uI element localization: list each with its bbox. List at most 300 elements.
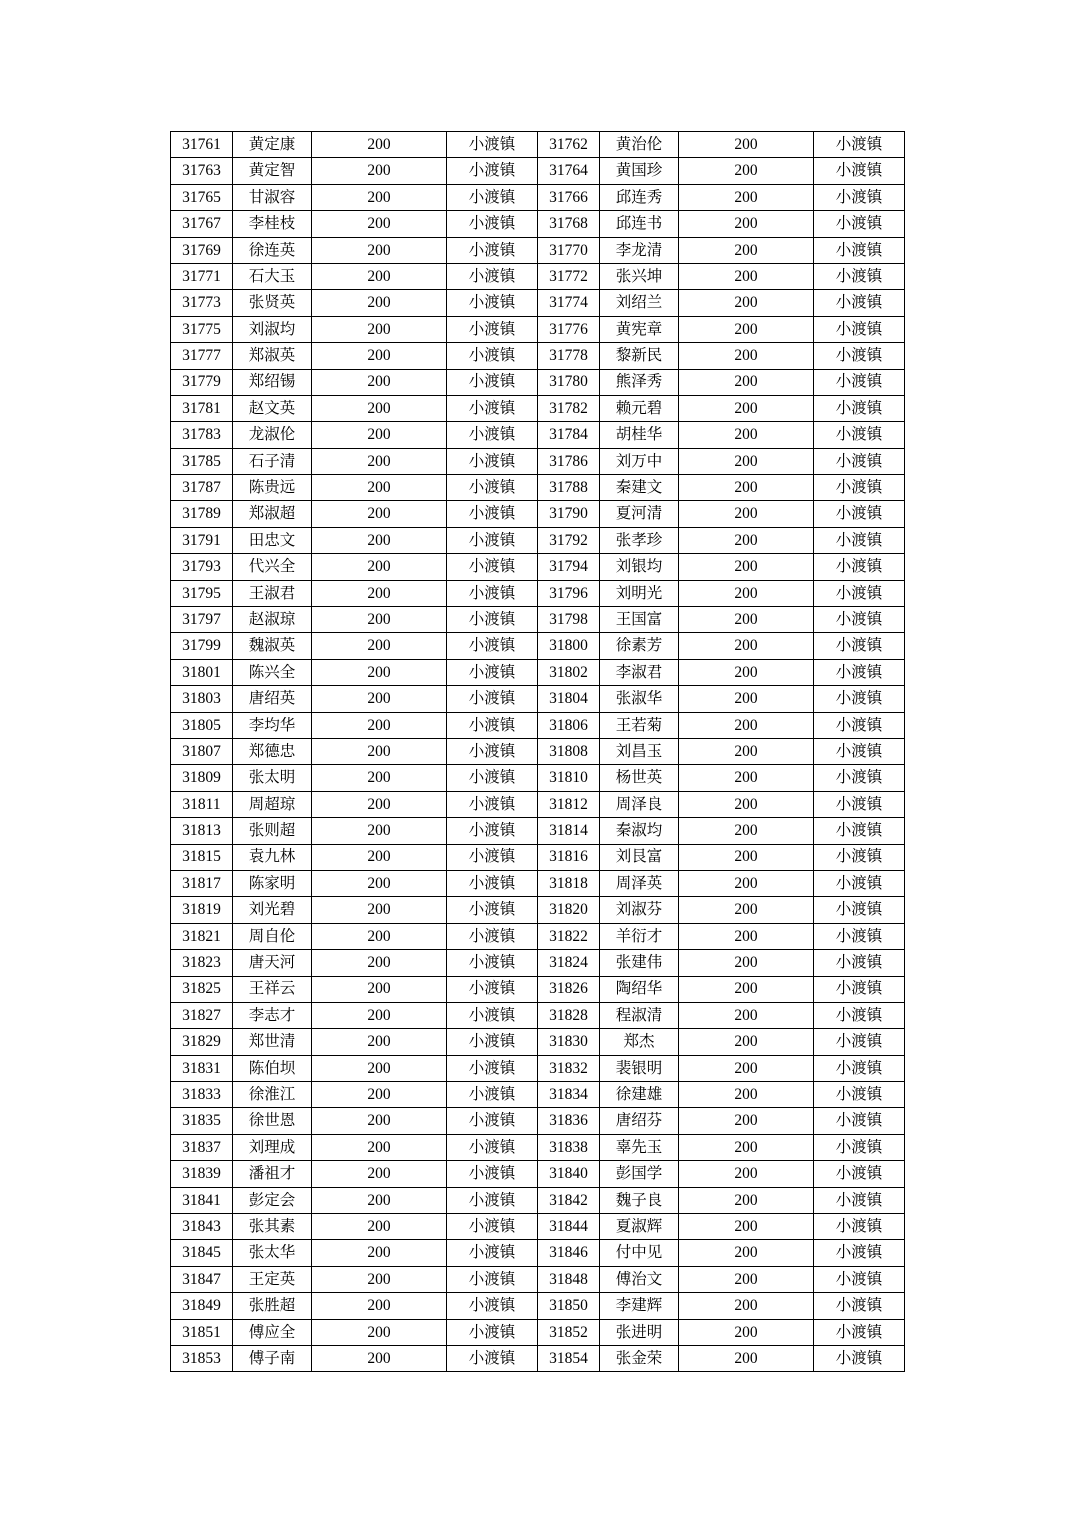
cell-town: 小渡镇 — [814, 1029, 905, 1055]
cell-amount: 200 — [679, 263, 814, 289]
cell-amount: 200 — [312, 1082, 447, 1108]
cell-name: 唐绍芬 — [600, 1108, 679, 1134]
table-row — [171, 527, 905, 553]
cell-name: 徐素芳 — [600, 633, 679, 659]
table-row — [171, 1319, 905, 1345]
cell-id: 31825 — [171, 976, 233, 1002]
cell-name: 刘万中 — [600, 448, 679, 474]
table-row — [171, 1134, 905, 1160]
cell-id: 31770 — [538, 237, 600, 263]
cell-town: 小渡镇 — [447, 1319, 538, 1345]
cell-amount: 200 — [679, 132, 814, 158]
table-body — [171, 132, 905, 1372]
cell-town: 小渡镇 — [814, 791, 905, 817]
cell-id: 31762 — [538, 132, 600, 158]
cell-town: 小渡镇 — [814, 580, 905, 606]
cell-id: 31834 — [538, 1082, 600, 1108]
cell-amount: 200 — [312, 501, 447, 527]
cell-name: 刘绍兰 — [600, 290, 679, 316]
cell-amount: 200 — [679, 1055, 814, 1081]
table-row — [171, 897, 905, 923]
cell-amount: 200 — [679, 1029, 814, 1055]
cell-amount: 200 — [679, 844, 814, 870]
cell-amount: 200 — [312, 686, 447, 712]
cell-town: 小渡镇 — [814, 290, 905, 316]
cell-amount: 200 — [312, 263, 447, 289]
cell-name: 陈贵远 — [233, 475, 312, 501]
cell-amount: 200 — [679, 1214, 814, 1240]
cell-town: 小渡镇 — [447, 1029, 538, 1055]
cell-town: 小渡镇 — [447, 1108, 538, 1134]
cell-town: 小渡镇 — [814, 976, 905, 1002]
cell-id: 31775 — [171, 316, 233, 342]
cell-town: 小渡镇 — [814, 527, 905, 553]
cell-name: 张太华 — [233, 1240, 312, 1266]
cell-amount: 200 — [679, 1187, 814, 1213]
cell-name: 杨世英 — [600, 765, 679, 791]
cell-id: 31838 — [538, 1134, 600, 1160]
cell-amount: 200 — [679, 343, 814, 369]
table-row — [171, 659, 905, 685]
cell-id: 31851 — [171, 1319, 233, 1345]
cell-town: 小渡镇 — [814, 1214, 905, 1240]
cell-amount: 200 — [679, 422, 814, 448]
cell-amount: 200 — [679, 527, 814, 553]
cell-name: 夏河清 — [600, 501, 679, 527]
cell-name: 张贤英 — [233, 290, 312, 316]
cell-name: 唐天河 — [233, 950, 312, 976]
cell-id: 31765 — [171, 184, 233, 210]
cell-id: 31783 — [171, 422, 233, 448]
cell-name: 邱连书 — [600, 211, 679, 237]
table-row — [171, 607, 905, 633]
cell-name: 田忠文 — [233, 527, 312, 553]
cell-amount: 200 — [679, 686, 814, 712]
cell-town: 小渡镇 — [447, 1134, 538, 1160]
cell-name: 张太明 — [233, 765, 312, 791]
cell-amount: 200 — [679, 475, 814, 501]
cell-town: 小渡镇 — [447, 633, 538, 659]
cell-id: 31841 — [171, 1187, 233, 1213]
cell-amount: 200 — [679, 607, 814, 633]
table-row — [171, 448, 905, 474]
cell-id: 31811 — [171, 791, 233, 817]
cell-id: 31840 — [538, 1161, 600, 1187]
cell-amount: 200 — [312, 580, 447, 606]
cell-id: 31767 — [171, 211, 233, 237]
cell-town: 小渡镇 — [814, 1266, 905, 1292]
cell-amount: 200 — [312, 818, 447, 844]
table-row — [171, 554, 905, 580]
cell-town: 小渡镇 — [814, 1319, 905, 1345]
cell-name: 陈家明 — [233, 870, 312, 896]
cell-amount: 200 — [312, 950, 447, 976]
cell-id: 31779 — [171, 369, 233, 395]
cell-id: 31850 — [538, 1293, 600, 1319]
cell-town: 小渡镇 — [447, 897, 538, 923]
cell-id: 31774 — [538, 290, 600, 316]
cell-name: 甘淑容 — [233, 184, 312, 210]
cell-amount: 200 — [312, 1002, 447, 1028]
cell-name: 石大玉 — [233, 263, 312, 289]
cell-town: 小渡镇 — [814, 712, 905, 738]
cell-town: 小渡镇 — [447, 1214, 538, 1240]
cell-id: 31796 — [538, 580, 600, 606]
cell-name: 李龙清 — [600, 237, 679, 263]
cell-id: 31806 — [538, 712, 600, 738]
cell-name: 王淑君 — [233, 580, 312, 606]
table-row — [171, 712, 905, 738]
cell-amount: 200 — [312, 712, 447, 738]
cell-id: 31824 — [538, 950, 600, 976]
cell-amount: 200 — [312, 844, 447, 870]
cell-amount: 200 — [312, 369, 447, 395]
cell-amount: 200 — [679, 818, 814, 844]
cell-id: 31852 — [538, 1319, 600, 1345]
table-row — [171, 580, 905, 606]
cell-id: 31785 — [171, 448, 233, 474]
table-row — [171, 1240, 905, 1266]
table-row — [171, 158, 905, 184]
cell-name: 付中见 — [600, 1240, 679, 1266]
cell-town: 小渡镇 — [447, 158, 538, 184]
cell-id: 31819 — [171, 897, 233, 923]
cell-name: 郑绍锡 — [233, 369, 312, 395]
cell-amount: 200 — [679, 501, 814, 527]
cell-town: 小渡镇 — [814, 1134, 905, 1160]
cell-amount: 200 — [679, 184, 814, 210]
cell-town: 小渡镇 — [447, 422, 538, 448]
cell-name: 张其素 — [233, 1214, 312, 1240]
cell-id: 31766 — [538, 184, 600, 210]
cell-amount: 200 — [312, 765, 447, 791]
cell-name: 彭国学 — [600, 1161, 679, 1187]
cell-town: 小渡镇 — [814, 870, 905, 896]
cell-town: 小渡镇 — [447, 1161, 538, 1187]
cell-amount: 200 — [679, 1161, 814, 1187]
cell-name: 刘淑芬 — [600, 897, 679, 923]
cell-name: 张金荣 — [600, 1345, 679, 1371]
table-row — [171, 844, 905, 870]
cell-id: 31792 — [538, 527, 600, 553]
cell-town: 小渡镇 — [447, 237, 538, 263]
cell-id: 31780 — [538, 369, 600, 395]
cell-id: 31829 — [171, 1029, 233, 1055]
cell-id: 31854 — [538, 1345, 600, 1371]
cell-town: 小渡镇 — [447, 343, 538, 369]
table-row — [171, 132, 905, 158]
cell-amount: 200 — [679, 1108, 814, 1134]
cell-amount: 200 — [679, 580, 814, 606]
cell-name: 张则超 — [233, 818, 312, 844]
cell-town: 小渡镇 — [447, 607, 538, 633]
cell-id: 31802 — [538, 659, 600, 685]
cell-name: 李志才 — [233, 1002, 312, 1028]
cell-amount: 200 — [679, 158, 814, 184]
cell-name: 熊泽秀 — [600, 369, 679, 395]
cell-amount: 200 — [679, 791, 814, 817]
cell-amount: 200 — [312, 1293, 447, 1319]
cell-amount: 200 — [679, 211, 814, 237]
cell-amount: 200 — [679, 395, 814, 421]
cell-id: 31826 — [538, 976, 600, 1002]
cell-name: 王国富 — [600, 607, 679, 633]
cell-name: 胡桂华 — [600, 422, 679, 448]
cell-town: 小渡镇 — [814, 184, 905, 210]
cell-amount: 200 — [312, 1029, 447, 1055]
table-row — [171, 765, 905, 791]
cell-name: 郑德忠 — [233, 738, 312, 764]
cell-name: 周泽良 — [600, 791, 679, 817]
cell-id: 31769 — [171, 237, 233, 263]
table-row — [171, 633, 905, 659]
cell-town: 小渡镇 — [447, 1240, 538, 1266]
table-row — [171, 1266, 905, 1292]
cell-amount: 200 — [679, 870, 814, 896]
cell-town: 小渡镇 — [447, 844, 538, 870]
cell-amount: 200 — [312, 791, 447, 817]
table-row — [171, 184, 905, 210]
cell-name: 刘昌玉 — [600, 738, 679, 764]
cell-id: 31795 — [171, 580, 233, 606]
cell-id: 31789 — [171, 501, 233, 527]
cell-amount: 200 — [679, 659, 814, 685]
cell-amount: 200 — [312, 659, 447, 685]
cell-town: 小渡镇 — [447, 132, 538, 158]
cell-name: 王祥云 — [233, 976, 312, 1002]
cell-town: 小渡镇 — [447, 211, 538, 237]
cell-amount: 200 — [312, 237, 447, 263]
cell-town: 小渡镇 — [814, 501, 905, 527]
cell-id: 31835 — [171, 1108, 233, 1134]
cell-town: 小渡镇 — [447, 184, 538, 210]
cell-id: 31798 — [538, 607, 600, 633]
cell-amount: 200 — [312, 897, 447, 923]
cell-amount: 200 — [679, 1134, 814, 1160]
cell-name: 张进明 — [600, 1319, 679, 1345]
cell-amount: 200 — [312, 1214, 447, 1240]
cell-amount: 200 — [312, 1266, 447, 1292]
cell-id: 31816 — [538, 844, 600, 870]
cell-name: 王若菊 — [600, 712, 679, 738]
table-row — [171, 475, 905, 501]
cell-town: 小渡镇 — [814, 1240, 905, 1266]
cell-amount: 200 — [679, 448, 814, 474]
cell-amount: 200 — [312, 1319, 447, 1345]
cell-id: 31853 — [171, 1345, 233, 1371]
cell-amount: 200 — [679, 897, 814, 923]
cell-name: 赵淑琼 — [233, 607, 312, 633]
cell-town: 小渡镇 — [814, 395, 905, 421]
cell-name: 黄治伦 — [600, 132, 679, 158]
cell-id: 31831 — [171, 1055, 233, 1081]
cell-town: 小渡镇 — [814, 1108, 905, 1134]
table-row — [171, 1187, 905, 1213]
cell-id: 31818 — [538, 870, 600, 896]
cell-name: 傅子南 — [233, 1345, 312, 1371]
cell-id: 31837 — [171, 1134, 233, 1160]
cell-name: 秦淑均 — [600, 818, 679, 844]
cell-amount: 200 — [312, 607, 447, 633]
cell-name: 辜先玉 — [600, 1134, 679, 1160]
table-row — [171, 1293, 905, 1319]
cell-amount: 200 — [679, 950, 814, 976]
cell-id: 31782 — [538, 395, 600, 421]
cell-town: 小渡镇 — [814, 448, 905, 474]
cell-town: 小渡镇 — [814, 1187, 905, 1213]
cell-id: 31809 — [171, 765, 233, 791]
table-row — [171, 501, 905, 527]
cell-town: 小渡镇 — [447, 950, 538, 976]
cell-id: 31817 — [171, 870, 233, 896]
cell-name: 彭定会 — [233, 1187, 312, 1213]
cell-town: 小渡镇 — [447, 1266, 538, 1292]
cell-town: 小渡镇 — [447, 263, 538, 289]
cell-town: 小渡镇 — [447, 870, 538, 896]
cell-name: 刘理成 — [233, 1134, 312, 1160]
cell-town: 小渡镇 — [447, 369, 538, 395]
cell-amount: 200 — [679, 633, 814, 659]
cell-name: 傅治文 — [600, 1266, 679, 1292]
table-row — [171, 686, 905, 712]
table-row — [171, 1082, 905, 1108]
cell-name: 张兴坤 — [600, 263, 679, 289]
cell-name: 陶绍华 — [600, 976, 679, 1002]
cell-amount: 200 — [312, 738, 447, 764]
cell-town: 小渡镇 — [814, 1345, 905, 1371]
cell-town: 小渡镇 — [814, 475, 905, 501]
cell-town: 小渡镇 — [447, 475, 538, 501]
table-row — [171, 395, 905, 421]
cell-town: 小渡镇 — [447, 448, 538, 474]
cell-name: 程淑清 — [600, 1002, 679, 1028]
cell-town: 小渡镇 — [814, 923, 905, 949]
cell-amount: 200 — [679, 290, 814, 316]
cell-id: 31799 — [171, 633, 233, 659]
table-row — [171, 1214, 905, 1240]
cell-name: 邱连秀 — [600, 184, 679, 210]
cell-id: 31827 — [171, 1002, 233, 1028]
cell-amount: 200 — [312, 316, 447, 342]
table-row — [171, 1002, 905, 1028]
cell-name: 郑淑英 — [233, 343, 312, 369]
cell-name: 黎新民 — [600, 343, 679, 369]
cell-town: 小渡镇 — [447, 712, 538, 738]
cell-id: 31761 — [171, 132, 233, 158]
cell-name: 潘祖才 — [233, 1161, 312, 1187]
cell-amount: 200 — [679, 554, 814, 580]
cell-id: 31786 — [538, 448, 600, 474]
cell-amount: 200 — [679, 1319, 814, 1345]
table-row — [171, 1029, 905, 1055]
cell-name: 刘银均 — [600, 554, 679, 580]
cell-id: 31812 — [538, 791, 600, 817]
cell-amount: 200 — [679, 237, 814, 263]
cell-name: 赵文英 — [233, 395, 312, 421]
cell-town: 小渡镇 — [447, 395, 538, 421]
cell-name: 刘明光 — [600, 580, 679, 606]
cell-id: 31800 — [538, 633, 600, 659]
cell-id: 31776 — [538, 316, 600, 342]
cell-town: 小渡镇 — [814, 211, 905, 237]
cell-amount: 200 — [312, 132, 447, 158]
cell-id: 31808 — [538, 738, 600, 764]
beneficiary-table — [170, 131, 905, 1372]
cell-town: 小渡镇 — [447, 501, 538, 527]
cell-amount: 200 — [679, 1082, 814, 1108]
cell-id: 31823 — [171, 950, 233, 976]
cell-name: 刘淑均 — [233, 316, 312, 342]
cell-name: 张建伟 — [600, 950, 679, 976]
cell-name: 陈伯坝 — [233, 1055, 312, 1081]
cell-name: 郑杰 — [600, 1029, 679, 1055]
cell-name: 李淑君 — [600, 659, 679, 685]
cell-id: 31848 — [538, 1266, 600, 1292]
cell-amount: 200 — [312, 290, 447, 316]
table-row — [171, 950, 905, 976]
cell-amount: 200 — [312, 395, 447, 421]
cell-amount: 200 — [679, 1345, 814, 1371]
cell-name: 张胜超 — [233, 1293, 312, 1319]
cell-name: 李均华 — [233, 712, 312, 738]
cell-amount: 200 — [312, 976, 447, 1002]
cell-name: 周自伦 — [233, 923, 312, 949]
cell-amount: 200 — [312, 633, 447, 659]
cell-amount: 200 — [312, 211, 447, 237]
cell-id: 31815 — [171, 844, 233, 870]
cell-id: 31847 — [171, 1266, 233, 1292]
cell-id: 31787 — [171, 475, 233, 501]
table-row — [171, 1055, 905, 1081]
table-row — [171, 738, 905, 764]
cell-town: 小渡镇 — [814, 1002, 905, 1028]
cell-town: 小渡镇 — [814, 950, 905, 976]
cell-amount: 200 — [679, 369, 814, 395]
cell-name: 魏淑英 — [233, 633, 312, 659]
table-row — [171, 263, 905, 289]
cell-id: 31764 — [538, 158, 600, 184]
cell-name: 袁九林 — [233, 844, 312, 870]
cell-town: 小渡镇 — [814, 818, 905, 844]
cell-name: 唐绍英 — [233, 686, 312, 712]
cell-town: 小渡镇 — [447, 976, 538, 1002]
cell-amount: 200 — [679, 1266, 814, 1292]
cell-town: 小渡镇 — [814, 844, 905, 870]
cell-id: 31805 — [171, 712, 233, 738]
cell-id: 31820 — [538, 897, 600, 923]
cell-name: 徐淮江 — [233, 1082, 312, 1108]
cell-town: 小渡镇 — [814, 237, 905, 263]
cell-town: 小渡镇 — [447, 1055, 538, 1081]
cell-amount: 200 — [679, 923, 814, 949]
cell-id: 31801 — [171, 659, 233, 685]
cell-town: 小渡镇 — [447, 1293, 538, 1319]
cell-name: 徐建雄 — [600, 1082, 679, 1108]
cell-name: 陈兴全 — [233, 659, 312, 685]
table-row — [171, 1108, 905, 1134]
table-row — [171, 976, 905, 1002]
cell-amount: 200 — [312, 158, 447, 184]
cell-name: 傅应全 — [233, 1319, 312, 1345]
cell-amount: 200 — [312, 448, 447, 474]
cell-id: 31797 — [171, 607, 233, 633]
cell-id: 31832 — [538, 1055, 600, 1081]
cell-id: 31833 — [171, 1082, 233, 1108]
cell-id: 31845 — [171, 1240, 233, 1266]
cell-amount: 200 — [679, 1293, 814, 1319]
cell-id: 31772 — [538, 263, 600, 289]
cell-id: 31768 — [538, 211, 600, 237]
